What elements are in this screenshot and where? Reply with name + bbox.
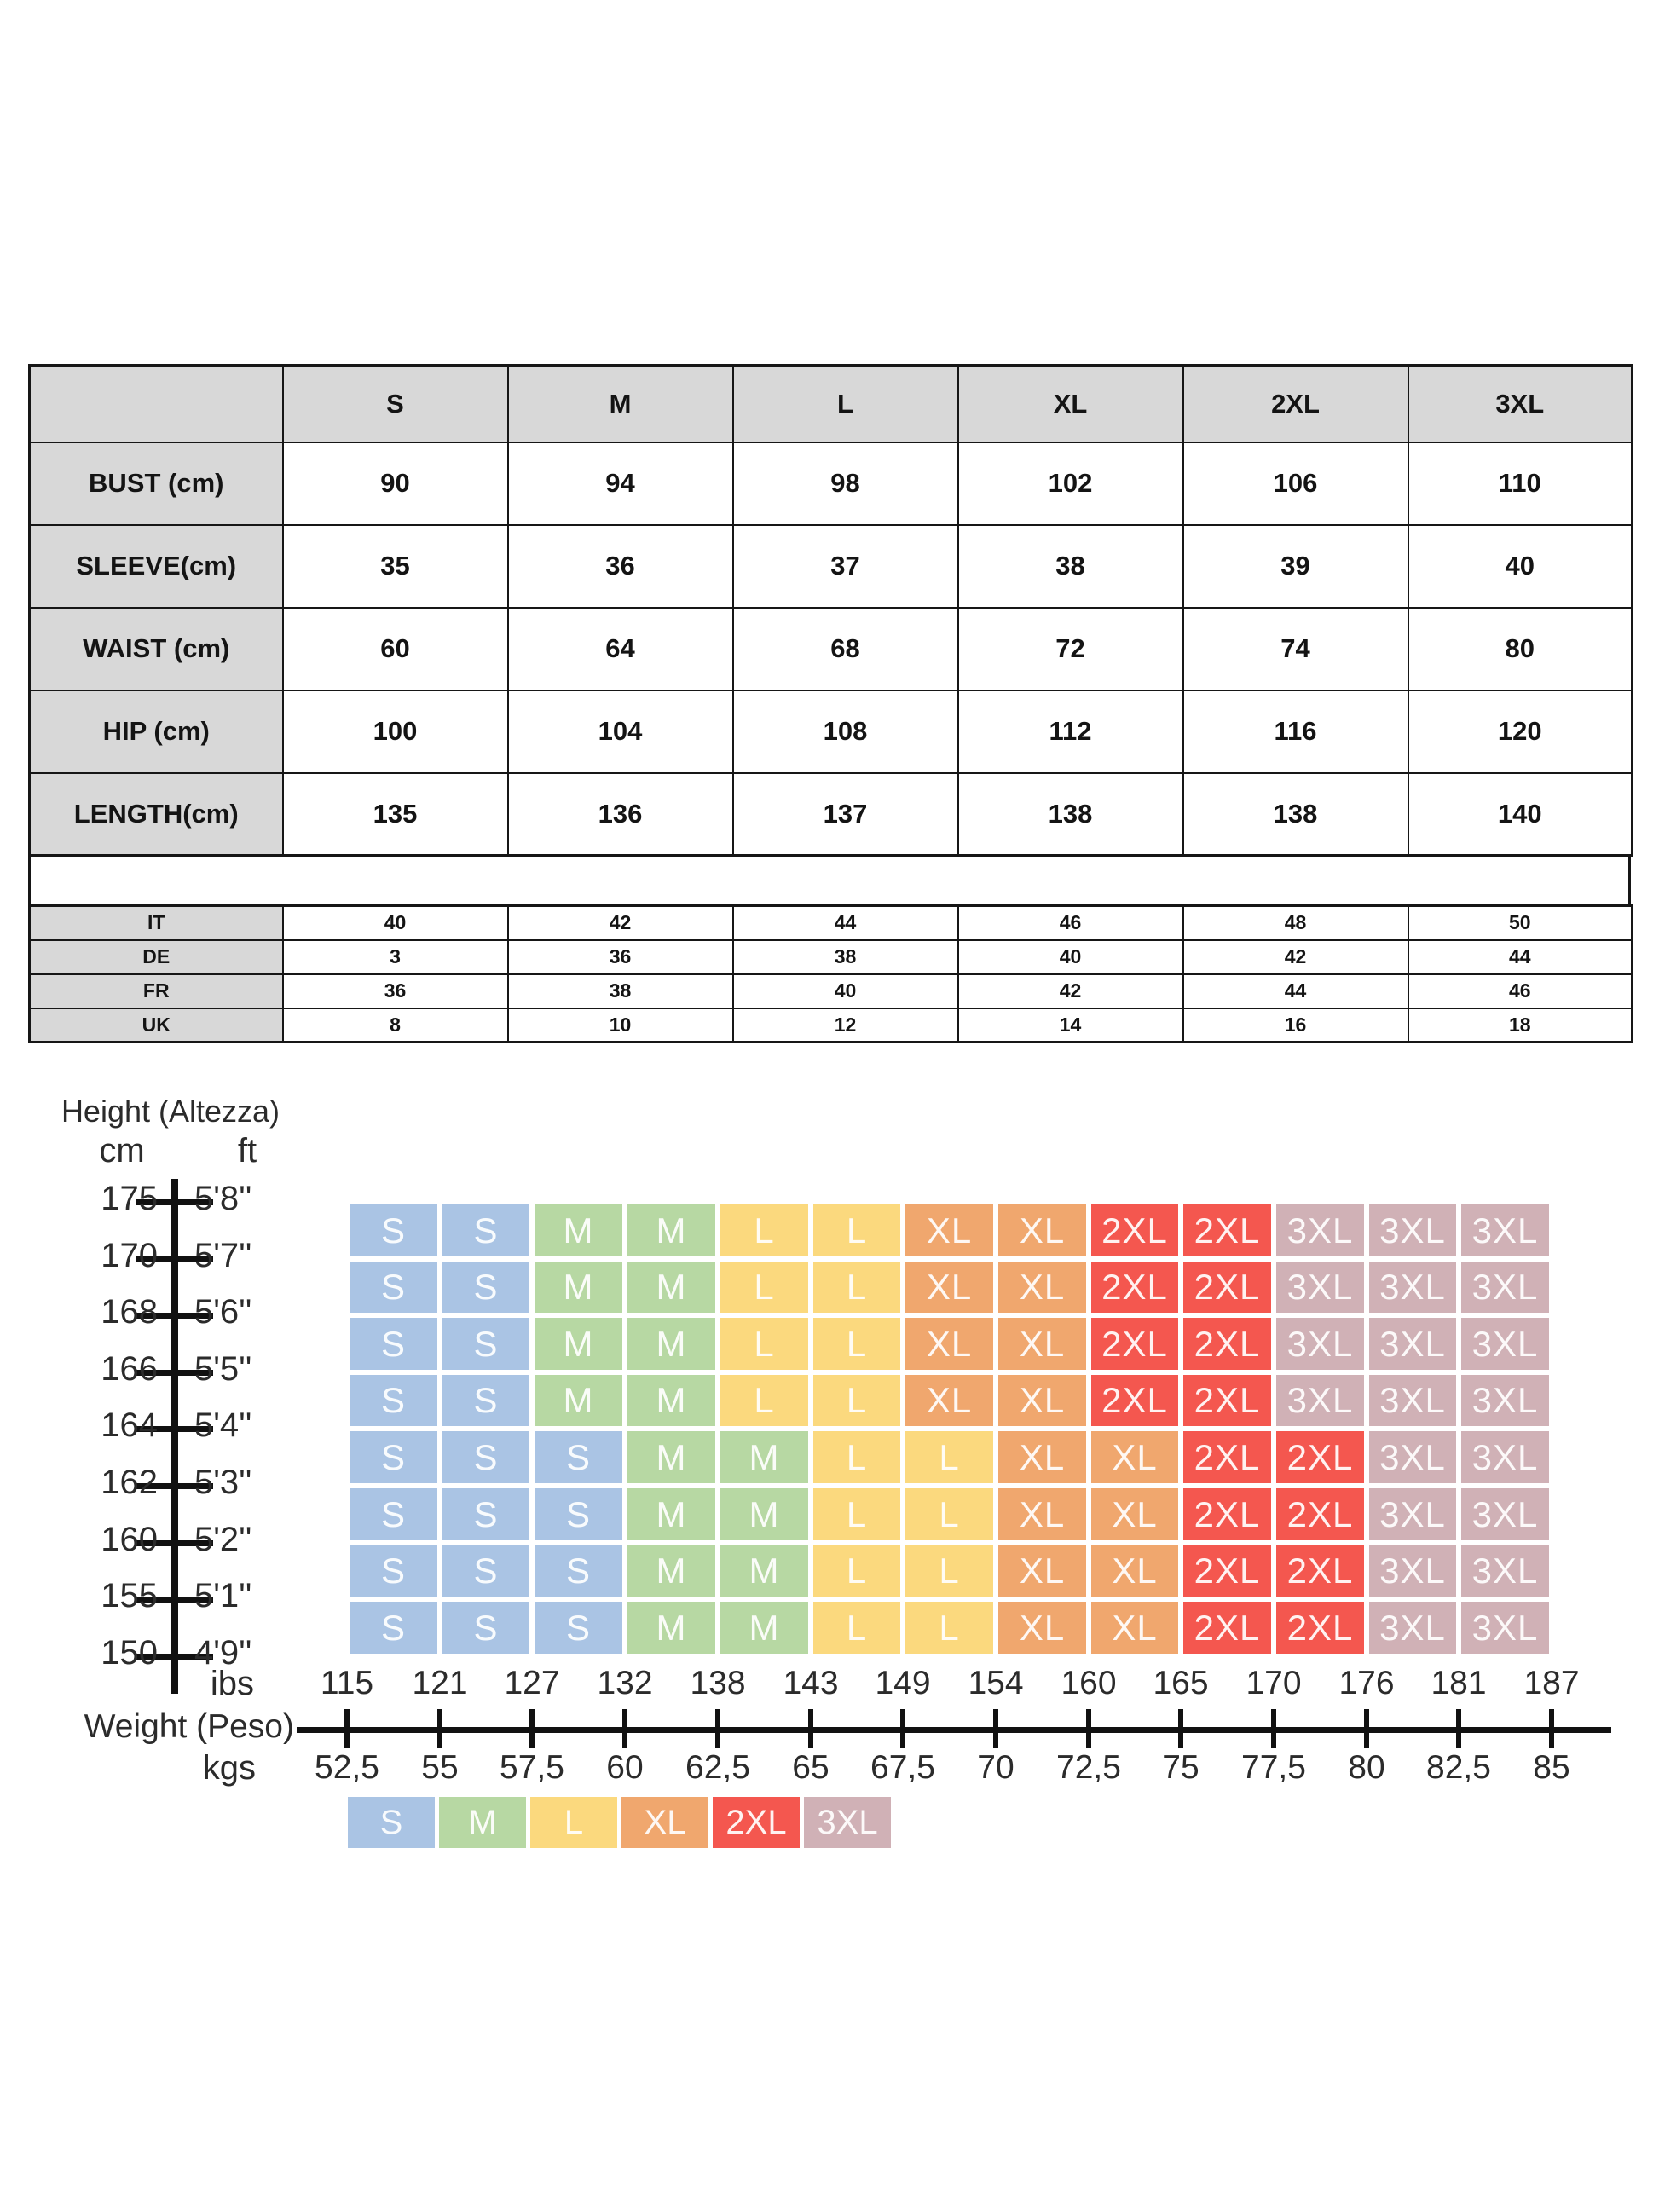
grid-cell-3xl: 3XL: [1461, 1545, 1549, 1597]
weight-axis-kgs-header: kgs: [202, 1749, 256, 1787]
height-cm-label: 168: [101, 1293, 158, 1331]
measurement-value: 60: [283, 608, 508, 690]
grid-cell-2xl: 2XL: [1091, 1375, 1178, 1426]
size-header-row: [30, 366, 1633, 442]
grid-cell-2xl: 2XL: [1276, 1545, 1364, 1597]
measurement-value: 37: [733, 525, 958, 608]
grid-cell-m: M: [720, 1602, 808, 1654]
weight-kgs-label: 65: [792, 1749, 830, 1786]
grid-cell-m: M: [535, 1262, 622, 1313]
grid-cell-m: M: [535, 1204, 622, 1256]
grid-cell-xl: XL: [1091, 1545, 1178, 1597]
grid-cell-3xl: 3XL: [1369, 1318, 1456, 1370]
grid-cell-3xl: 3XL: [1276, 1375, 1364, 1426]
weight-tick-mark: [344, 1709, 350, 1748]
weight-tick-mark: [1178, 1709, 1183, 1748]
weight-tick-mark: [437, 1709, 442, 1748]
weight-lbs-label: 138: [690, 1665, 746, 1701]
conversion-value: 42: [958, 974, 1183, 1008]
grid-cell-xl: XL: [998, 1602, 1086, 1654]
measurement-label: BUST (cm): [30, 442, 283, 525]
grid-cell-3xl: 3XL: [1369, 1602, 1456, 1654]
grid-cell-m: M: [627, 1318, 715, 1370]
conversion-value: 36: [283, 974, 508, 1008]
weight-kgs-label: 60: [606, 1749, 644, 1786]
grid-cell-2xl: 2XL: [1183, 1488, 1271, 1540]
corner-cell: [30, 366, 283, 442]
weight-lbs-label: 127: [504, 1665, 560, 1701]
conversion-row: [30, 906, 1633, 940]
grid-cell-xl: XL: [998, 1431, 1086, 1483]
measurement-value: 94: [508, 442, 733, 525]
legend-item-l: L: [530, 1797, 617, 1848]
conversion-value: 3: [283, 940, 508, 974]
grid-cell-s: S: [442, 1488, 529, 1540]
grid-cell-s: S: [350, 1262, 437, 1313]
grid-cell-3xl: 3XL: [1369, 1488, 1456, 1540]
conversion-value: 12: [733, 1008, 958, 1042]
height-ft-label: 5'5'': [194, 1350, 252, 1388]
conversion-value: 50: [1408, 906, 1633, 940]
height-cm-label: 164: [101, 1406, 158, 1444]
grid-cell-xl: XL: [998, 1375, 1086, 1426]
grid-cell-l: L: [905, 1602, 993, 1654]
grid-cell-s: S: [442, 1431, 529, 1483]
height-axis-cm-header: cm: [99, 1132, 145, 1170]
grid-cell-2xl: 2XL: [1183, 1318, 1271, 1370]
measurement-label: WAIST (cm): [30, 608, 283, 690]
weight-axis-line: [297, 1727, 1611, 1733]
height-cm-label: 155: [101, 1577, 158, 1614]
height-cm-label: 175: [101, 1180, 158, 1217]
weight-kgs-label: 85: [1533, 1749, 1570, 1786]
grid-cell-l: L: [813, 1375, 900, 1426]
height-axis-ft-header: ft: [237, 1132, 257, 1170]
grid-cell-2xl: 2XL: [1183, 1262, 1271, 1313]
measurement-row: [30, 608, 1633, 690]
weight-tick-mark: [1271, 1709, 1276, 1748]
grid-cell-3xl: 3XL: [1461, 1488, 1549, 1540]
legend-item-xl: XL: [621, 1797, 708, 1848]
conversion-value: 38: [508, 974, 733, 1008]
measurement-value: 137: [733, 773, 958, 856]
conversion-value: 10: [508, 1008, 733, 1042]
grid-cell-s: S: [442, 1204, 529, 1256]
grid-cell-3xl: 3XL: [1461, 1318, 1549, 1370]
measurement-row: [30, 442, 1633, 525]
weight-tick-mark: [622, 1709, 627, 1748]
size-column-header: 2XL: [1183, 366, 1408, 442]
measurement-value: 38: [958, 525, 1183, 608]
grid-cell-3xl: 3XL: [1461, 1262, 1549, 1313]
measurement-value: 40: [1408, 525, 1633, 608]
measurement-label: LENGTH(cm): [30, 773, 283, 856]
weight-lbs-label: 181: [1431, 1665, 1487, 1701]
grid-cell-m: M: [627, 1262, 715, 1313]
weight-axis-lbs-header: ibs: [210, 1665, 254, 1702]
height-cm-label: 160: [101, 1521, 158, 1558]
weight-kgs-label: 72,5: [1056, 1749, 1121, 1786]
measurement-value: 72: [958, 608, 1183, 690]
weight-lbs-label: 121: [412, 1665, 468, 1701]
grid-cell-3xl: 3XL: [1461, 1204, 1549, 1256]
weight-tick-mark: [1364, 1709, 1369, 1748]
grid-cell-xl: XL: [1091, 1488, 1178, 1540]
grid-cell-xl: XL: [998, 1488, 1086, 1540]
weight-kgs-label: 62,5: [685, 1749, 750, 1786]
grid-cell-s: S: [442, 1545, 529, 1597]
measurement-label: SLEEVE(cm): [30, 525, 283, 608]
conversion-value: 44: [1408, 940, 1633, 974]
conversion-value: 18: [1408, 1008, 1633, 1042]
country-size-label: DE: [30, 940, 283, 974]
measurement-row: [30, 525, 1633, 608]
grid-cell-m: M: [627, 1204, 715, 1256]
grid-cell-3xl: 3XL: [1369, 1375, 1456, 1426]
weight-lbs-label: 149: [875, 1665, 931, 1701]
weight-lbs-label: 143: [783, 1665, 839, 1701]
grid-cell-l: L: [720, 1262, 808, 1313]
tables-section: [28, 364, 1631, 1043]
height-ft-label: 4'9'': [194, 1634, 252, 1672]
measurement-value: 35: [283, 525, 508, 608]
grid-cell-l: L: [813, 1431, 900, 1483]
weight-kgs-label: 52,5: [315, 1749, 379, 1786]
grid-cell-s: S: [535, 1545, 622, 1597]
size-column-header: 3XL: [1408, 366, 1633, 442]
size-column-header: L: [733, 366, 958, 442]
weight-tick-mark: [1086, 1709, 1091, 1748]
weight-kgs-label: 82,5: [1426, 1749, 1491, 1786]
grid-cell-3xl: 3XL: [1461, 1375, 1549, 1426]
conversion-value: 42: [1183, 940, 1408, 974]
legend-item-m: M: [439, 1797, 526, 1848]
weight-lbs-label: 160: [1061, 1665, 1117, 1701]
grid-cell-s: S: [442, 1602, 529, 1654]
weight-lbs-label: 176: [1338, 1665, 1395, 1701]
size-column-header: XL: [958, 366, 1183, 442]
measurement-label: HIP (cm): [30, 690, 283, 773]
grid-cell-l: L: [720, 1318, 808, 1370]
weight-lbs-label: 115: [320, 1665, 374, 1701]
conversion-value: 14: [958, 1008, 1183, 1042]
grid-cell-l: L: [905, 1488, 993, 1540]
measurement-value: 140: [1408, 773, 1633, 856]
height-ft-label: 5'2'': [194, 1521, 252, 1558]
grid-cell-l: L: [813, 1545, 900, 1597]
conversion-row: [30, 1008, 1633, 1042]
grid-cell-l: L: [813, 1262, 900, 1313]
country-size-label: UK: [30, 1008, 283, 1042]
weight-tick-mark: [808, 1709, 813, 1748]
grid-cell-l: L: [905, 1431, 993, 1483]
weight-kgs-label: 67,5: [870, 1749, 935, 1786]
grid-cell-3xl: 3XL: [1369, 1431, 1456, 1483]
grid-cell-2xl: 2XL: [1091, 1318, 1178, 1370]
grid-cell-l: L: [720, 1375, 808, 1426]
grid-cell-s: S: [535, 1431, 622, 1483]
grid-cell-xl: XL: [905, 1204, 993, 1256]
conversion-value: 48: [1183, 906, 1408, 940]
weight-lbs-label: 132: [597, 1665, 653, 1701]
height-ft-label: 5'7'': [194, 1237, 252, 1274]
measurement-value: 90: [283, 442, 508, 525]
legend-item-2xl: 2XL: [713, 1797, 800, 1848]
conversion-table: [28, 904, 1633, 1043]
grid-cell-s: S: [535, 1602, 622, 1654]
grid-cell-2xl: 2XL: [1183, 1431, 1271, 1483]
grid-cell-3xl: 3XL: [1461, 1431, 1549, 1483]
grid-cell-xl: XL: [905, 1375, 993, 1426]
weight-tick-mark: [1456, 1709, 1461, 1748]
grid-cell-m: M: [535, 1375, 622, 1426]
height-ft-label: 5'1'': [194, 1577, 252, 1614]
grid-cell-2xl: 2XL: [1091, 1204, 1178, 1256]
conversion-value: 40: [283, 906, 508, 940]
height-ft-label: 5'4'': [194, 1406, 252, 1444]
grid-cell-xl: XL: [998, 1318, 1086, 1370]
grid-cell-m: M: [720, 1488, 808, 1540]
conversion-row: [30, 974, 1633, 1008]
grid-cell-s: S: [442, 1375, 529, 1426]
grid-cell-2xl: 2XL: [1183, 1545, 1271, 1597]
grid-cell-m: M: [720, 1431, 808, 1483]
grid-cell-s: S: [350, 1431, 437, 1483]
weight-tick-mark: [529, 1709, 535, 1748]
weight-kgs-label: 75: [1162, 1749, 1199, 1786]
measurement-value: 135: [283, 773, 508, 856]
height-cm-label: 150: [101, 1634, 158, 1672]
conversion-value: 36: [508, 940, 733, 974]
measurement-value: 138: [958, 773, 1183, 856]
weight-tick-mark: [1549, 1709, 1554, 1748]
grid-cell-m: M: [627, 1602, 715, 1654]
weight-tick-mark: [993, 1709, 998, 1748]
grid-cell-2xl: 2XL: [1276, 1602, 1364, 1654]
grid-cell-3xl: 3XL: [1276, 1262, 1364, 1313]
legend-item-s: S: [348, 1797, 435, 1848]
weight-kgs-label: 77,5: [1241, 1749, 1306, 1786]
measurement-row: [30, 690, 1633, 773]
grid-cell-m: M: [627, 1488, 715, 1540]
weight-tick-mark: [900, 1709, 905, 1748]
measurement-row: [30, 773, 1633, 856]
height-ft-label: 5'3'': [194, 1464, 252, 1501]
conversion-value: 44: [1183, 974, 1408, 1008]
grid-cell-s: S: [350, 1545, 437, 1597]
grid-cell-s: S: [350, 1204, 437, 1256]
height-cm-label: 166: [101, 1350, 158, 1388]
measurement-table: [28, 364, 1633, 857]
conversion-value: 16: [1183, 1008, 1408, 1042]
grid-cell-m: M: [720, 1545, 808, 1597]
grid-cell-2xl: 2XL: [1091, 1262, 1178, 1313]
measurement-value: 68: [733, 608, 958, 690]
grid-cell-2xl: 2XL: [1183, 1602, 1271, 1654]
conversion-value: 8: [283, 1008, 508, 1042]
measurement-value: 110: [1408, 442, 1633, 525]
conversion-value: 40: [958, 940, 1183, 974]
height-cm-label: 170: [101, 1237, 158, 1274]
size-column-header: S: [283, 366, 508, 442]
conversion-value: 38: [733, 940, 958, 974]
measurement-value: 104: [508, 690, 733, 773]
grid-cell-l: L: [905, 1545, 993, 1597]
grid-cell-2xl: 2XL: [1183, 1375, 1271, 1426]
grid-cell-s: S: [350, 1318, 437, 1370]
grid-cell-2xl: 2XL: [1183, 1204, 1271, 1256]
table-spacer: [28, 857, 1631, 904]
weight-lbs-label: 170: [1246, 1665, 1302, 1701]
measurement-value: 36: [508, 525, 733, 608]
measurement-value: 100: [283, 690, 508, 773]
measurement-value: 108: [733, 690, 958, 773]
grid-cell-2xl: 2XL: [1276, 1488, 1364, 1540]
grid-cell-s: S: [442, 1318, 529, 1370]
grid-cell-s: S: [442, 1262, 529, 1313]
conversion-row: [30, 940, 1633, 974]
grid-cell-m: M: [627, 1431, 715, 1483]
weight-kgs-label: 80: [1348, 1749, 1385, 1786]
grid-cell-3xl: 3XL: [1369, 1204, 1456, 1256]
measurement-value: 112: [958, 690, 1183, 773]
measurement-value: 98: [733, 442, 958, 525]
grid-cell-l: L: [813, 1488, 900, 1540]
height-ft-label: 5'6'': [194, 1293, 252, 1331]
country-size-label: FR: [30, 974, 283, 1008]
grid-cell-s: S: [350, 1602, 437, 1654]
grid-cell-s: S: [350, 1375, 437, 1426]
measurement-value: 74: [1183, 608, 1408, 690]
conversion-value: 46: [1408, 974, 1633, 1008]
weight-lbs-label: 187: [1523, 1665, 1580, 1701]
height-cm-label: 162: [101, 1464, 158, 1501]
weight-lbs-label: 154: [968, 1665, 1024, 1701]
grid-cell-s: S: [350, 1488, 437, 1540]
measurement-value: 39: [1183, 525, 1408, 608]
grid-cell-xl: XL: [905, 1262, 993, 1313]
measurement-value: 106: [1183, 442, 1408, 525]
conversion-value: 40: [733, 974, 958, 1008]
measurement-value: 136: [508, 773, 733, 856]
conversion-value: 44: [733, 906, 958, 940]
grid-cell-3xl: 3XL: [1276, 1204, 1364, 1256]
grid-cell-3xl: 3XL: [1369, 1545, 1456, 1597]
grid-cell-xl: XL: [1091, 1431, 1178, 1483]
grid-cell-l: L: [813, 1318, 900, 1370]
weight-kgs-label: 57,5: [500, 1749, 564, 1786]
measurement-value: 102: [958, 442, 1183, 525]
measurement-value: 138: [1183, 773, 1408, 856]
country-size-label: IT: [30, 906, 283, 940]
grid-cell-xl: XL: [998, 1204, 1086, 1256]
grid-cell-xl: XL: [905, 1318, 993, 1370]
measurement-value: 64: [508, 608, 733, 690]
conversion-value: 46: [958, 906, 1183, 940]
weight-axis-label: Weight (Peso): [84, 1708, 294, 1745]
grid-cell-l: L: [813, 1204, 900, 1256]
height-axis-title: Height (Altezza): [61, 1094, 280, 1129]
weight-tick-mark: [715, 1709, 720, 1748]
measurement-value: 80: [1408, 608, 1633, 690]
grid-cell-s: S: [535, 1488, 622, 1540]
grid-cell-l: L: [720, 1204, 808, 1256]
grid-cell-xl: XL: [998, 1262, 1086, 1313]
grid-cell-xl: XL: [998, 1545, 1086, 1597]
conversion-value: 42: [508, 906, 733, 940]
weight-kgs-label: 70: [977, 1749, 1014, 1786]
grid-cell-m: M: [535, 1318, 622, 1370]
grid-cell-3xl: 3XL: [1369, 1262, 1456, 1313]
grid-cell-l: L: [813, 1602, 900, 1654]
measurement-value: 116: [1183, 690, 1408, 773]
grid-cell-3xl: 3XL: [1461, 1602, 1549, 1654]
weight-kgs-label: 55: [421, 1749, 459, 1786]
grid-cell-m: M: [627, 1375, 715, 1426]
weight-lbs-label: 165: [1153, 1665, 1209, 1701]
grid-cell-2xl: 2XL: [1276, 1431, 1364, 1483]
grid-cell-m: M: [627, 1545, 715, 1597]
size-column-header: M: [508, 366, 733, 442]
grid-cell-3xl: 3XL: [1276, 1318, 1364, 1370]
legend-item-3xl: 3XL: [804, 1797, 891, 1848]
height-ft-label: 5'8'': [194, 1180, 252, 1217]
measurement-value: 120: [1408, 690, 1633, 773]
grid-cell-xl: XL: [1091, 1602, 1178, 1654]
